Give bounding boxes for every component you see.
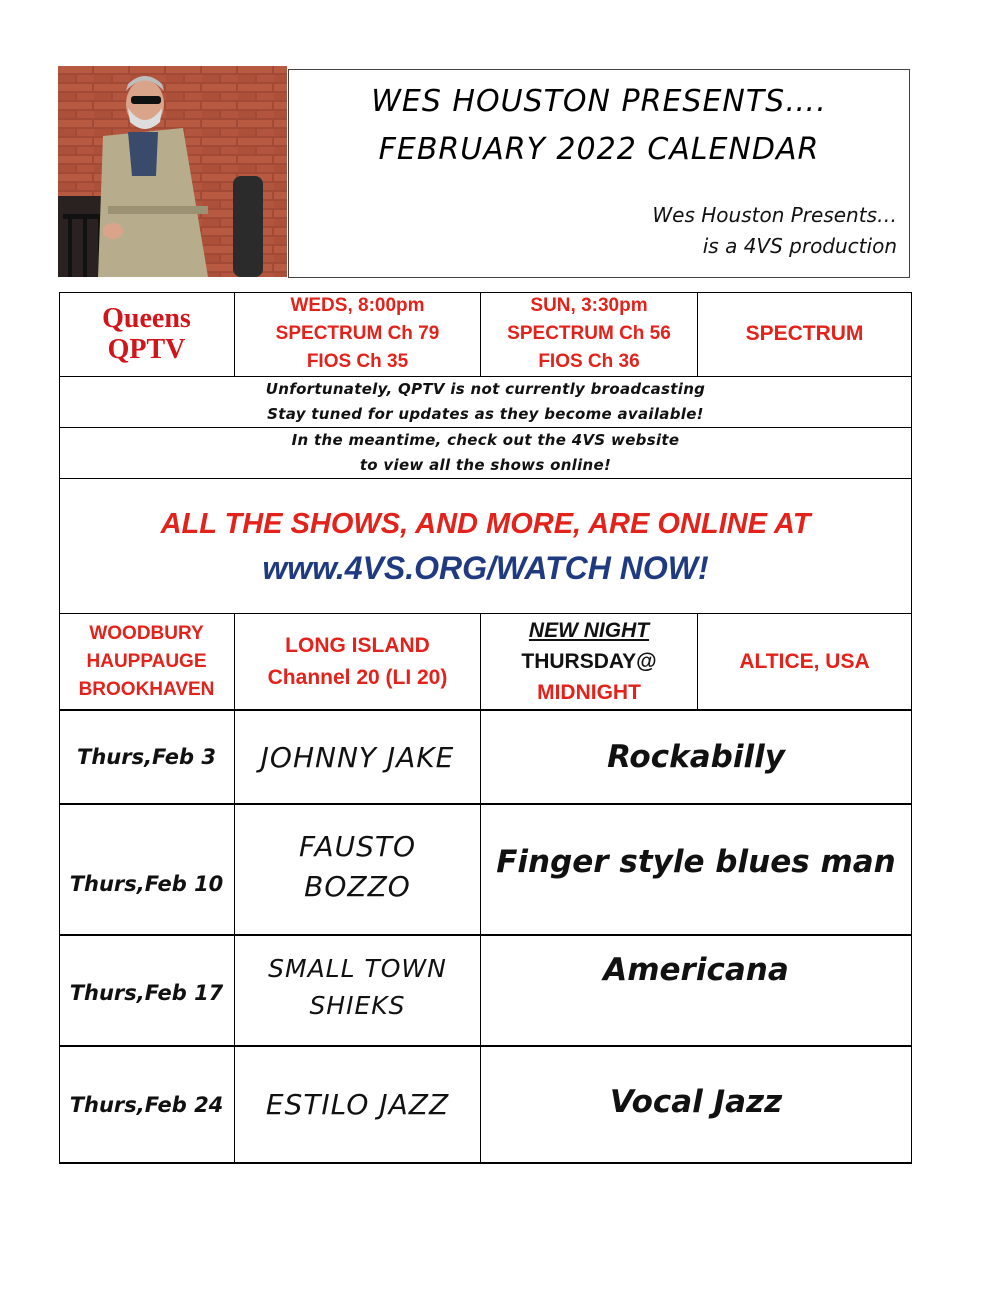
header-subtitle-line1: Wes Houston Presents… — [652, 203, 897, 227]
notice-not-broadcasting — [59, 377, 912, 427]
queens-region-line2: QPTV — [107, 334, 186, 365]
row4-artist-line1: ESTILO JAZZ — [265, 1088, 450, 1121]
li-provider: ALTICE, USA — [739, 649, 870, 673]
li-new-night-label: NEW NIGHT — [528, 619, 650, 642]
row1-date: Thurs,Feb 3 — [77, 745, 216, 769]
presenter-photo-image — [58, 66, 287, 277]
queens-slot1-day: WEDS, 8:00pm — [290, 295, 425, 316]
notice2-line2: to view all the shows online! — [359, 456, 612, 474]
notice1-line2: Stay tuned for updates as they become available! — [267, 405, 704, 423]
presenter-photo — [58, 66, 287, 277]
row3-date: Thurs,Feb 17 — [69, 980, 224, 1005]
row4-artist — [235, 1047, 480, 1162]
queens-slot2-spectrum: SPECTRUM Ch 56 — [507, 323, 671, 344]
li-channel-line2: Channel 20 (LI 20) — [267, 665, 448, 689]
queens-provider: SPECTRUM — [745, 322, 864, 345]
li-towns-cell — [59, 614, 234, 709]
row4-genre: Vocal Jazz — [609, 1083, 783, 1120]
row2-artist — [235, 805, 480, 934]
queens-region-line1: Queens — [102, 303, 191, 334]
notice2-line1: In the meantime, check out the 4VS website — [291, 431, 680, 449]
li-new-night-cell — [481, 614, 697, 709]
queens-slot1-fios: FIOS Ch 35 — [306, 351, 409, 372]
header-subtitle-line2: is a 4VS production — [702, 234, 897, 258]
li-channel-cell — [235, 614, 480, 709]
li-channel-line1: LONG ISLAND — [285, 633, 430, 657]
row3-genre: Americana — [603, 952, 789, 988]
row1-artist — [235, 711, 480, 803]
header-title-line1: WES HOUSTON PRESENTS…. — [371, 84, 827, 119]
li-town-brookhaven: BROOKHAVEN — [78, 678, 215, 700]
queens-region-cell — [59, 292, 234, 376]
row2-date: Thurs,Feb 10 — [69, 871, 224, 896]
notice-meantime — [59, 428, 912, 478]
li-time-line1: THURSDAY@ — [521, 650, 657, 673]
queens-slot1-spectrum: SPECTRUM Ch 79 — [275, 323, 440, 344]
li-town-woodbury: WOODBURY — [89, 622, 204, 644]
queens-slot1-cell — [235, 292, 480, 376]
row4-date: Thurs,Feb 24 — [69, 1092, 224, 1117]
row1-genre: Rockabilly — [607, 739, 785, 775]
header-title-line2: FEBRUARY 2022 CALENDAR — [378, 132, 820, 167]
schedule-table — [59, 292, 912, 1164]
li-town-hauppauge: HAUPPAUGE — [86, 650, 207, 672]
notice1-line1: Unfortunately, QPTV is not currently broadcasting — [265, 380, 706, 398]
row3-artist — [235, 936, 480, 1045]
row2-genre: Finger style blues man — [496, 843, 896, 880]
online-banner-link[interactable]: www.4VS.ORG/WATCH NOW! — [262, 550, 709, 586]
row2-artist-line2: BOZZO — [304, 869, 411, 903]
queens-slot2-cell — [481, 292, 697, 376]
online-banner — [59, 479, 912, 613]
row1-artist-line1: JOHNNY JAKE — [260, 740, 455, 774]
row3-artist-line1: SMALL TOWN — [268, 953, 447, 983]
header-box — [288, 69, 910, 278]
row2-artist-line1: FAUSTO — [298, 829, 417, 863]
row3-artist-line2: SHIEKS — [309, 990, 406, 1020]
li-time-line2: MIDNIGHT — [537, 681, 641, 704]
queens-slot2-day: SUN, 3:30pm — [530, 295, 648, 316]
queens-slot2-fios: FIOS Ch 36 — [538, 351, 640, 372]
online-banner-line1: ALL THE SHOWS, AND MORE, ARE ONLINE AT — [160, 508, 811, 540]
